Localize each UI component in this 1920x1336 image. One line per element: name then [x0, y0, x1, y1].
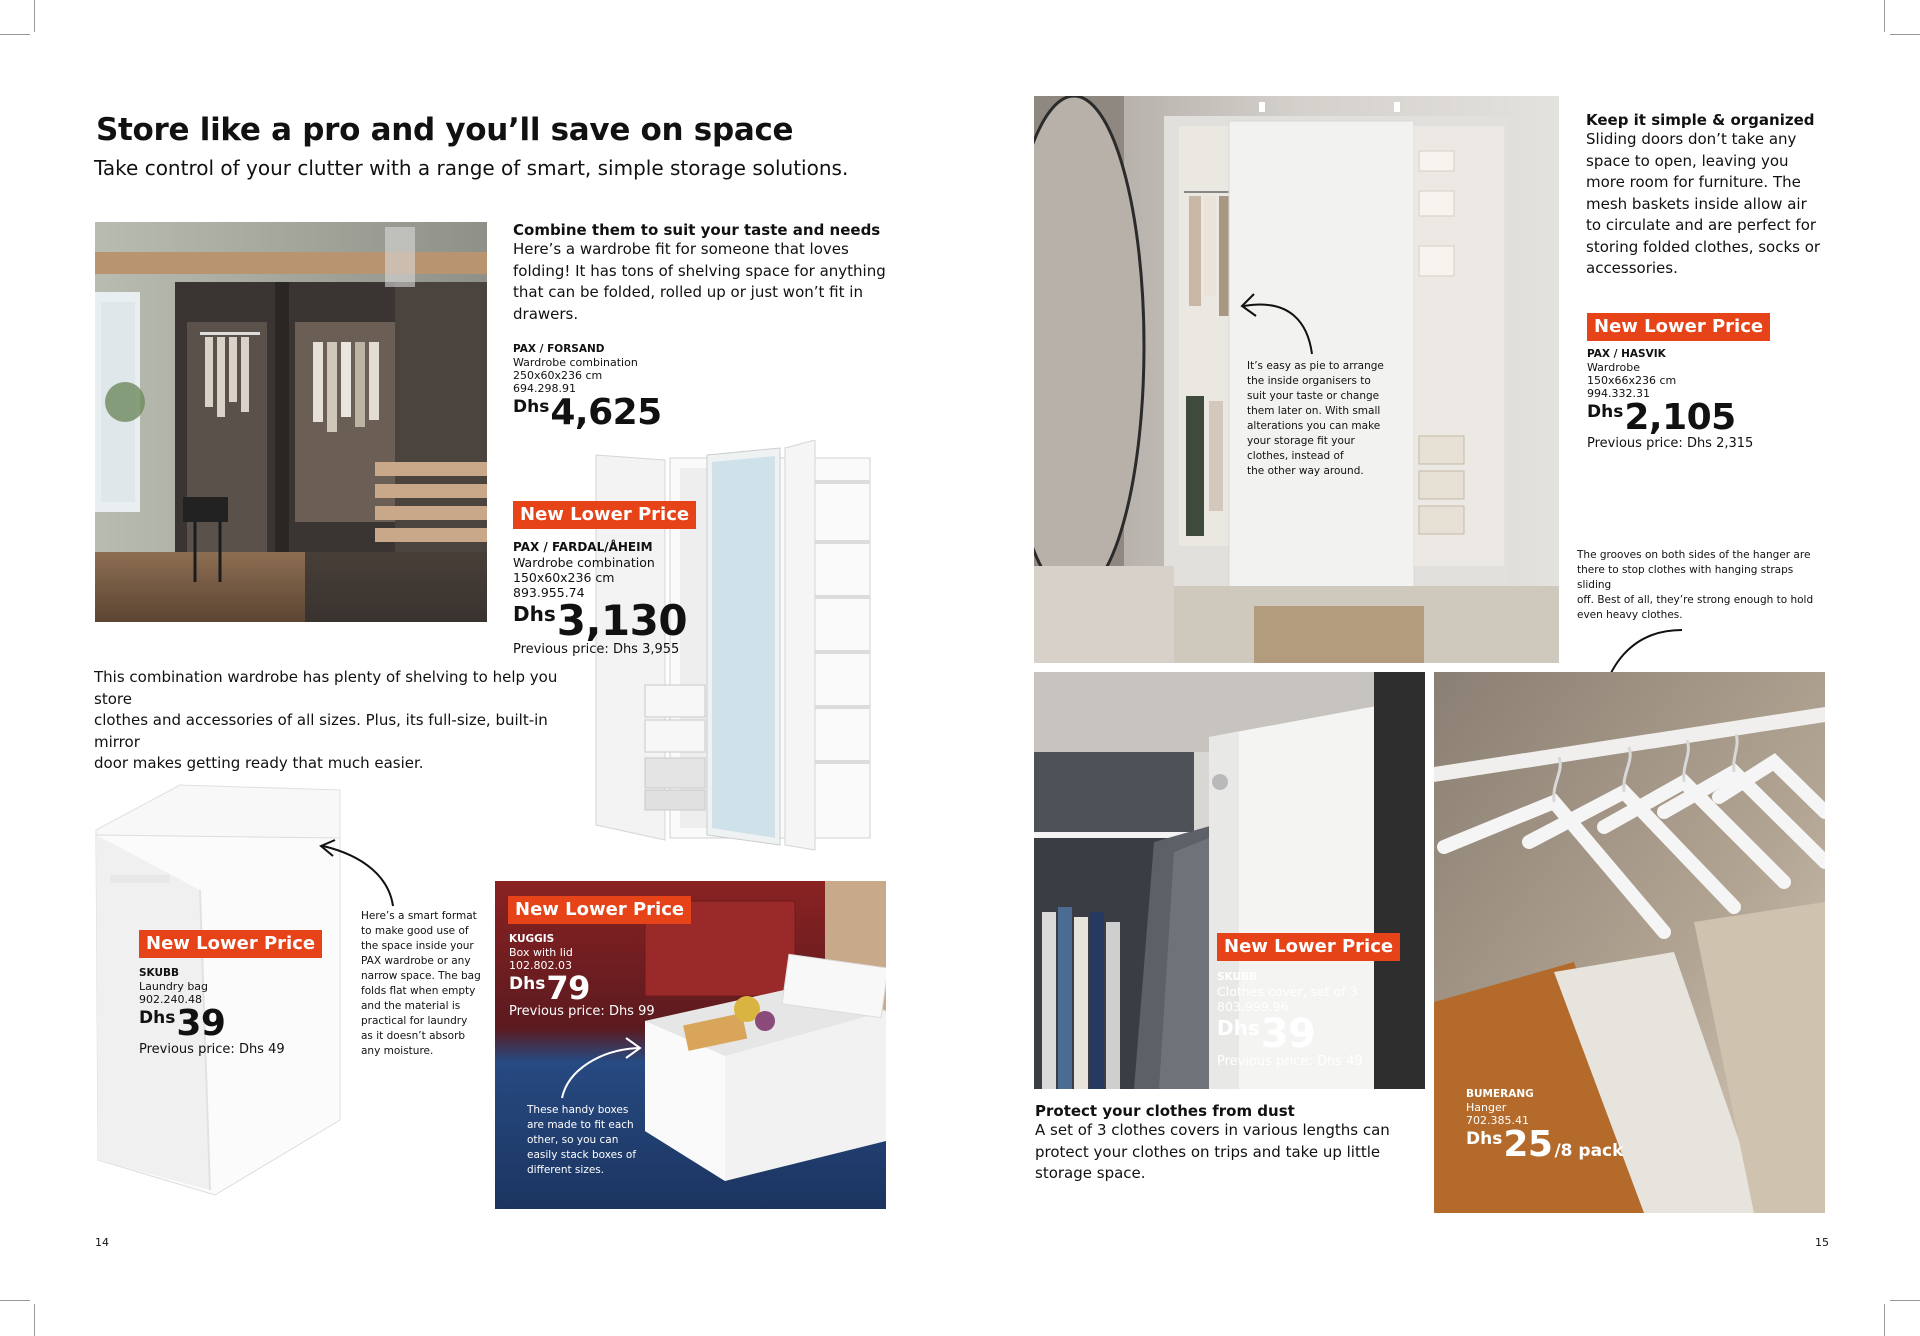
product-description: Wardrobe combination — [513, 555, 655, 570]
price-pack: /8 pack — [1554, 1141, 1624, 1161]
product-kuggis — [509, 933, 655, 1020]
protect-section — [1035, 1102, 1415, 1185]
arrow-icon — [315, 838, 395, 908]
product-code: 694.298.91 — [513, 382, 576, 395]
price-value: 39 — [176, 1003, 226, 1044]
note-line: the other way around. — [1247, 465, 1364, 477]
product-description: Box with lid — [509, 946, 573, 959]
crop-mark — [1884, 1304, 1885, 1336]
arrow-icon — [560, 1030, 645, 1100]
product-name: SKUBB — [139, 967, 180, 979]
note-line: suit your taste or change — [1247, 390, 1380, 402]
walk-in-wardrobe-photo — [95, 222, 487, 622]
crop-mark — [34, 1304, 35, 1336]
protect-heading: Protect your clothes from dust — [1035, 1102, 1295, 1120]
page-subtitle: Take control of your clutter with a range of smart, simple storage solutions. — [94, 156, 849, 180]
note-line: your storage fit your — [1247, 435, 1355, 447]
note-line: practical for laundry — [361, 1015, 468, 1027]
keep-simple-line: space to open, leaving you — [1586, 151, 1789, 170]
product-pax-fardal — [513, 540, 687, 658]
price-currency: Dhs — [139, 1008, 176, 1028]
note-line: and the material is — [361, 1000, 461, 1012]
note-line: alterations you can make — [1247, 420, 1381, 432]
combo-line: This combination wardrobe has plenty of shelving to help you store — [94, 668, 558, 708]
note-line: there to stop clothes with hanging straps sliding — [1577, 564, 1794, 591]
page-title: Store like a pro and you’ll save on space — [96, 112, 794, 148]
note-line: other, so you can — [527, 1134, 619, 1146]
keep-simple-line: mesh baskets inside allow air — [1586, 194, 1807, 213]
note-line: PAX wardrobe or any — [361, 955, 471, 967]
price-currency: Dhs — [1587, 402, 1624, 422]
note-line: as it doesn’t absorb — [361, 1030, 466, 1042]
product-size: 150x66x236 cm — [1587, 374, 1677, 387]
product-code: 893.955.74 — [513, 585, 585, 600]
arrow-icon — [1236, 286, 1316, 356]
crop-mark — [0, 34, 30, 35]
keep-simple-section — [1586, 111, 1876, 280]
product-size: 250x60x236 cm — [513, 369, 603, 382]
combo-line: door makes getting ready that much easier. — [94, 754, 424, 772]
price-value: 39 — [1260, 1011, 1316, 1057]
product-price — [509, 969, 655, 1007]
combine-line: drawers. — [513, 304, 579, 323]
protect-line: storage space. — [1035, 1164, 1146, 1182]
note-line: These handy boxes — [527, 1104, 629, 1116]
price-value: 25 — [1503, 1124, 1553, 1165]
note-line: the space inside your — [361, 940, 474, 952]
note-line: clothes, instead of — [1247, 450, 1344, 462]
product-price — [1217, 1011, 1363, 1057]
previous-price: Previous price: Dhs 49 — [139, 1042, 285, 1057]
product-code: 994.332.31 — [1587, 387, 1650, 400]
note-line: easily stack boxes of — [527, 1149, 637, 1161]
product-price — [513, 596, 688, 645]
price-value: 2,105 — [1624, 397, 1736, 438]
price-value: 3,130 — [556, 596, 688, 645]
product-price — [513, 392, 662, 433]
note-line: the inside organisers to — [1247, 375, 1371, 387]
product-code: 702.385.41 — [1466, 1114, 1529, 1127]
bag-note — [361, 909, 491, 1059]
keep-simple-heading: Keep it simple & organized — [1586, 111, 1815, 129]
crop-mark — [34, 0, 35, 32]
note-line: are made to fit each — [527, 1119, 634, 1131]
product-code: 902.240.48 — [139, 993, 202, 1006]
note-line: The grooves on both sides of the hanger are — [1577, 549, 1811, 561]
note-line: them later on. With small — [1247, 405, 1381, 417]
product-description: Wardrobe — [1587, 361, 1640, 374]
combine-section — [513, 221, 893, 325]
combine-line: folding! It has tons of shelving space for anything — [513, 261, 886, 280]
price-currency: Dhs — [1466, 1129, 1503, 1149]
keep-simple-line: more room for furniture. The — [1586, 173, 1801, 191]
note-line: to make good use of — [361, 925, 469, 937]
keep-simple-line: accessories. — [1586, 259, 1678, 277]
product-code: 102.802.03 — [509, 959, 572, 972]
crop-mark — [0, 1300, 30, 1301]
product-skubb-clothes-cover — [1217, 971, 1363, 1070]
wardrobe-note — [1247, 359, 1407, 479]
price-value: 79 — [546, 969, 590, 1007]
product-name: BUMERANG — [1466, 1088, 1534, 1100]
keep-simple-line: Sliding doors don’t take any — [1586, 130, 1797, 148]
product-code: 803.999.96 — [1217, 999, 1289, 1014]
product-description: Clothes cover, set of 3 — [1217, 984, 1358, 999]
combo-line: clothes and accessories of all sizes. Plus, its full-size, built-in mirror — [94, 711, 548, 751]
price-value: 4,625 — [550, 392, 662, 433]
crop-mark — [1890, 1300, 1920, 1301]
previous-price: Previous price: Dhs 99 — [509, 1004, 655, 1019]
product-pax-forsand — [513, 343, 662, 431]
crop-mark — [1890, 34, 1920, 35]
product-name: KUGGIS — [509, 933, 555, 945]
note-line: even heavy clothes. — [1577, 609, 1683, 621]
crop-mark — [1884, 0, 1885, 32]
product-name: PAX / FARDAL/ÅHEIM — [513, 540, 653, 554]
price-currency: Dhs — [1217, 1016, 1260, 1040]
combine-heading: Combine them to suit your taste and needs — [513, 221, 881, 239]
price-currency: Dhs — [513, 602, 556, 626]
combo-description — [94, 667, 594, 775]
protect-line: protect your clothes on trips and take up little — [1035, 1142, 1381, 1161]
note-line: Here’s a smart format — [361, 910, 477, 922]
product-description: Wardrobe combination — [513, 356, 638, 369]
product-name: SKUBB — [1217, 971, 1258, 983]
note-line: off. Best of all, they’re strong enough to hold — [1577, 594, 1814, 606]
note-line: It’s easy as pie to arrange — [1247, 360, 1384, 372]
page-number: 15 — [1815, 1236, 1829, 1249]
note-line: different sizes. — [527, 1164, 605, 1176]
product-name: PAX / HASVIK — [1587, 348, 1666, 360]
previous-price: Previous price: Dhs 2,315 — [1587, 436, 1754, 451]
box-note — [527, 1103, 667, 1178]
note-line: any moisture. — [361, 1045, 434, 1057]
protect-line: A set of 3 clothes covers in various lengths can — [1035, 1121, 1390, 1139]
product-name: PAX / FORSAND — [513, 343, 605, 355]
product-price — [1466, 1124, 1624, 1165]
keep-simple-line: storing folded clothes, socks or — [1586, 237, 1821, 256]
page-number: 14 — [95, 1236, 109, 1249]
product-pax-hasvik — [1587, 348, 1753, 452]
product-price — [139, 1003, 285, 1044]
note-line: folds flat when empty — [361, 985, 476, 997]
keep-simple-line: to circulate and are perfect for — [1586, 216, 1817, 234]
product-description: Hanger — [1466, 1101, 1507, 1114]
price-currency: Dhs — [509, 974, 546, 994]
product-skubb-laundry-bag — [139, 967, 285, 1058]
new-lower-price-badge: New Lower Price — [513, 501, 696, 529]
combine-line: that can be folded, rolled up or just won’t fit in — [513, 283, 863, 301]
note-line: narrow space. The bag — [361, 970, 481, 982]
previous-price: Previous price: Dhs 3,955 — [513, 642, 680, 657]
previous-price: Previous price: Dhs 49 — [1217, 1054, 1363, 1069]
product-description: Laundry bag — [139, 980, 209, 993]
new-lower-price-badge: New Lower Price — [139, 930, 322, 958]
new-lower-price-badge: New Lower Price — [508, 896, 691, 924]
new-lower-price-badge: New Lower Price — [1587, 313, 1770, 341]
hanger-note — [1577, 548, 1827, 623]
new-lower-price-badge: New Lower Price — [1217, 933, 1400, 961]
product-price — [1587, 397, 1753, 438]
combine-line: Here’s a wardrobe fit for someone that loves — [513, 240, 849, 258]
product-size: 150x60x236 cm — [513, 570, 615, 585]
product-bumerang — [1466, 1088, 1623, 1163]
price-currency: Dhs — [513, 397, 550, 417]
